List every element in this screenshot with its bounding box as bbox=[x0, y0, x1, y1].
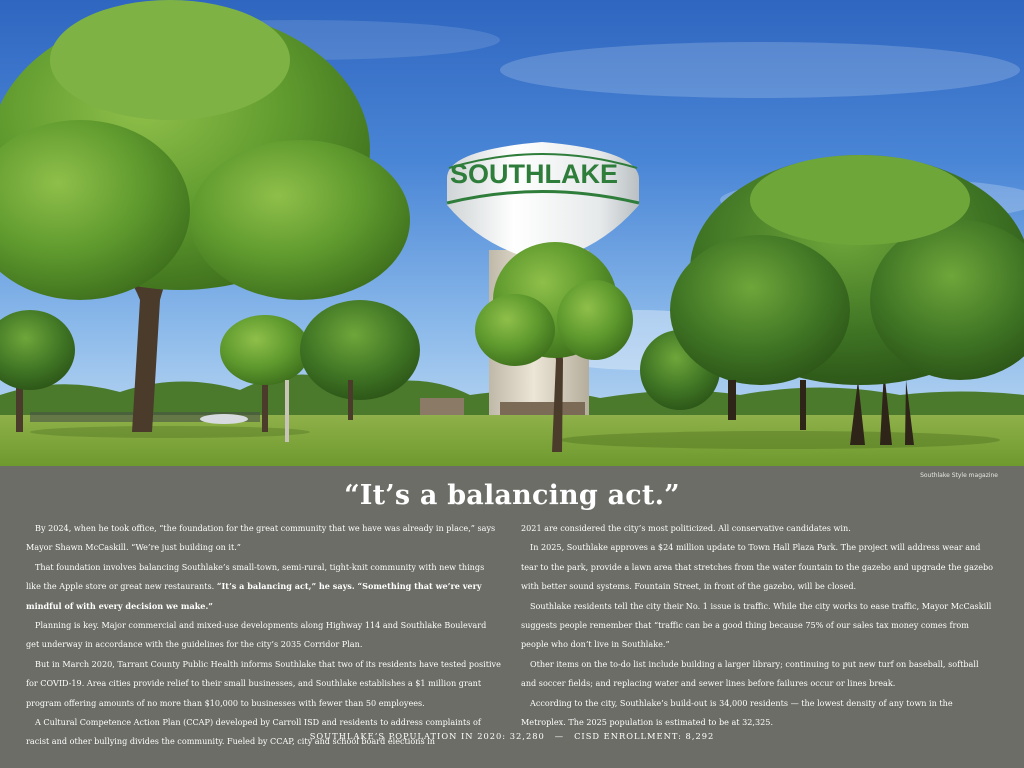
tower-lettering: SOUTHLAKE bbox=[450, 159, 618, 189]
paragraph: Southlake residents tell the city their No. 1 issue is traffic. While the city works to ease traffic, Mayor McCaskill suggests people remember that “traffic can be a good thing because 75% of our sales tax money comes from people who don’t live in Southlake.” bbox=[521, 600, 992, 650]
paragraph: Planning is key. Major commercial and mixed-use developments along Highway 114 and Southlake Boulevard get underway in accordance with the guidelines for the city’s 2035 Corridor Plan. bbox=[26, 620, 487, 650]
right-column bbox=[521, 519, 996, 732]
population-stat: SOUTHLAKE’S POPULATION IN 2020: 32,280 bbox=[309, 731, 545, 741]
left-column bbox=[26, 519, 501, 752]
footer-stats bbox=[0, 731, 1024, 741]
paragraph: A Cultural Competence Action Plan (CCAP) developed by Carroll ISD and residents to address complaints of racist and other bullying divides the community. Fueled by CCAP, city and school board elections in bbox=[26, 717, 481, 747]
paragraph: Other items on the to-do list include building a larger library; continuing to put new turf on baseball, softball and soccer fields; and replacing water and sewer lines before failures occur or lines break. bbox=[521, 658, 979, 689]
enrollment-stat: CISD ENROLLMENT: 8,292 bbox=[574, 731, 715, 741]
page-headline: “It’s a balancing act.” bbox=[344, 480, 680, 511]
photo-credit: Southlake Style magazine bbox=[920, 472, 998, 479]
footer-separator: — bbox=[554, 731, 565, 741]
paragraph: In 2025, Southlake approves a $24 million update to Town Hall Plaza Park. The project will address wear and tear to the park, provide a lawn area that stretches from the water fountain to the gazebo and upgrade the gazebo with better sound systems. Fountain Street, in front of the gazebo, will be closed. bbox=[521, 542, 994, 592]
paragraph: By 2024, when he took office, “the foundation for the great community that we have was already in place,” says Mayor Shawn McCaskill. “We’re just building on it.” bbox=[26, 523, 496, 553]
bold-quote: “It’s a balancing act,” he says. “Something that we’re very mindful of with every decision we make.” bbox=[26, 581, 482, 611]
paragraph: But in March 2020, Tarrant County Public Health informs Southlake that two of its residents have tested positive for COVID-19. Area cities provide relief to their small businesses, and Southlake establishes a $1 million grant program offering amounts of no more than $10,000 to businesses with fewer than 50 employees. bbox=[26, 658, 501, 708]
paragraph bbox=[26, 558, 501, 616]
paragraph: 2021 are considered the city’s most politicized. All conservative candidates win. bbox=[521, 523, 851, 533]
paragraph-text: That foundation involves balancing Southlake’s small-town, semi-rural, tight-knit community with new things like the Apple store or great new restaurants. bbox=[26, 561, 485, 592]
paragraph: According to the city, Southlake’s build-out is 34,000 residents — the lowest density of any town in the Metroplex. The 2025 population is estimated to be at 32,325. bbox=[521, 697, 953, 728]
